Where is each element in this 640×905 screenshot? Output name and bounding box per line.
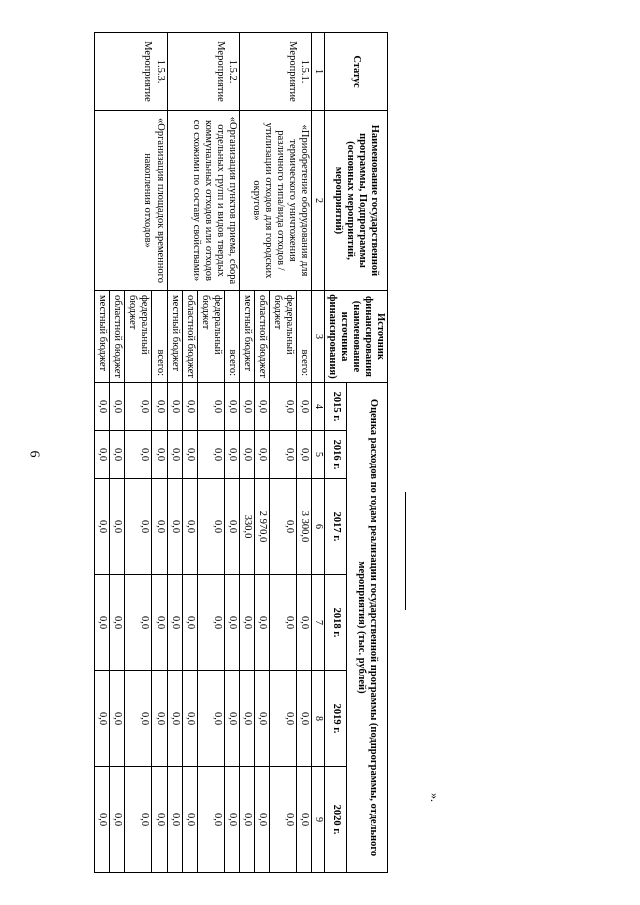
header-year: 2019 г. (324, 671, 347, 767)
column-number: 8 (312, 671, 325, 767)
funding-source: областной бюджет (110, 291, 125, 383)
column-number-row (312, 33, 325, 873)
amount-cell: 0,0 (167, 575, 182, 671)
amount-cell: 0,0 (254, 575, 269, 671)
column-number: 3 (312, 291, 325, 383)
column-number: 5 (312, 431, 325, 479)
amount-cell: 0,0 (110, 575, 125, 671)
amount-cell: 0,0 (197, 431, 224, 479)
amount-cell: 0,0 (110, 383, 125, 431)
amount-cell: 0,0 (152, 671, 167, 767)
amount-cell: 0,0 (239, 431, 254, 479)
funding-source: всего: (224, 291, 239, 383)
amount-cell: 0,0 (110, 479, 125, 575)
amount-cell: 0,0 (182, 671, 197, 767)
amount-cell: 0,0 (270, 479, 297, 575)
amount-cell: 0,0 (125, 383, 152, 431)
amount-cell: 0,0 (95, 479, 110, 575)
amount-cell: 0,0 (182, 575, 197, 671)
item-status: Мероприятие (214, 41, 226, 102)
item-status: Мероприятие (287, 41, 299, 102)
header-status: Статус (324, 33, 387, 111)
amount-cell: 0,0 (239, 767, 254, 873)
amount-cell: 0,0 (297, 767, 312, 873)
amount-cell: 0,0 (152, 383, 167, 431)
status-cell (95, 33, 167, 111)
amount-cell: 0,0 (297, 431, 312, 479)
amount-cell: 0,0 (182, 767, 197, 873)
funding-source: федеральный бюджет (197, 291, 224, 383)
footer-mark: ». (428, 793, 442, 802)
column-number: 7 (312, 575, 325, 671)
funding-source: федеральный бюджет (125, 291, 152, 383)
header-expenses: Оценка расходов по годам реализации государственной программы (подпрограммы, отдельного мероприятия) (тыс. рублей) (347, 383, 388, 873)
expenses-table (94, 32, 388, 873)
table-row (224, 33, 239, 873)
item-name: «Организация площадок временного накопления отходов» (95, 111, 167, 291)
amount-cell: 0,0 (152, 575, 167, 671)
amount-cell: 0,0 (270, 383, 297, 431)
funding-source: местный бюджет (167, 291, 182, 383)
amount-cell: 0,0 (167, 383, 182, 431)
amount-cell: 0,0 (197, 575, 224, 671)
amount-cell: 0,0 (224, 767, 239, 873)
header-year: 2015 г. (324, 383, 347, 431)
header-source: Источник финансирования (наименование источника финансирования) (324, 291, 387, 383)
column-number: 1 (312, 33, 325, 111)
item-code: 1.5.2. (226, 59, 238, 84)
amount-cell: 0,0 (239, 383, 254, 431)
amount-cell: 0,0 (254, 767, 269, 873)
column-number: 4 (312, 383, 325, 431)
amount-cell: 0,0 (197, 479, 224, 575)
amount-cell: 0,0 (254, 383, 269, 431)
item-code: 1.5.3. (154, 59, 166, 84)
table-body (95, 33, 312, 873)
item-status: Мероприятие (142, 41, 154, 102)
header-year: 2017 г. (324, 479, 347, 575)
funding-source: всего: (152, 291, 167, 383)
amount-cell: 330,0 (239, 479, 254, 575)
amount-cell: 0,0 (125, 479, 152, 575)
amount-cell: 0,0 (224, 431, 239, 479)
amount-cell: 0,0 (197, 671, 224, 767)
amount-cell: 0,0 (254, 671, 269, 767)
rotated-table-container (78, 32, 388, 872)
status-cell (167, 33, 239, 111)
footer-rule (405, 492, 406, 610)
amount-cell: 0,0 (95, 431, 110, 479)
amount-cell: 0,0 (95, 575, 110, 671)
item-code: 1.5.1. (299, 59, 311, 84)
amount-cell: 0,0 (152, 479, 167, 575)
amount-cell: 0,0 (254, 431, 269, 479)
amount-cell: 0,0 (110, 767, 125, 873)
header-year: 2018 г. (324, 575, 347, 671)
column-number: 9 (312, 767, 325, 873)
amount-cell: 0,0 (239, 575, 254, 671)
status-cell (239, 33, 311, 111)
amount-cell: 0,0 (95, 383, 110, 431)
amount-cell: 0,0 (224, 575, 239, 671)
amount-cell: 0,0 (224, 671, 239, 767)
funding-source: местный бюджет (239, 291, 254, 383)
header-name: Наименование государственной программы, Подпрограммы (основных мероприятий, мероприятий) (324, 111, 387, 291)
funding-source: местный бюджет (95, 291, 110, 383)
amount-cell: 0,0 (197, 383, 224, 431)
item-name: «Организация пунктов приема, сбора отдельных групп и видов твердых коммунальных отходов или отходов со схожими по составу свойствами» (167, 111, 239, 291)
column-number: 2 (312, 111, 325, 291)
amount-cell: 0,0 (224, 479, 239, 575)
amount-cell: 0,0 (125, 671, 152, 767)
amount-cell: 0,0 (270, 767, 297, 873)
amount-cell: 0,0 (297, 383, 312, 431)
funding-source: областной бюджет (254, 291, 269, 383)
amount-cell: 0,0 (125, 575, 152, 671)
funding-source: областной бюджет (182, 291, 197, 383)
table-row (297, 33, 312, 873)
amount-cell: 0,0 (197, 767, 224, 873)
amount-cell: 0,0 (270, 671, 297, 767)
header-year: 2020 г. (324, 767, 347, 873)
amount-cell: 0,0 (167, 671, 182, 767)
amount-cell: 2 970,0 (254, 479, 269, 575)
amount-cell: 0,0 (110, 431, 125, 479)
header-year: 2016 г. (324, 431, 347, 479)
amount-cell: 0,0 (239, 671, 254, 767)
amount-cell: 0,0 (297, 575, 312, 671)
amount-cell: 0,0 (297, 671, 312, 767)
amount-cell: 0,0 (182, 479, 197, 575)
item-name: «Приобретение оборудования для термического уничтожения различного типа/вида отходов /утилизации отходов для городских округов» (239, 111, 311, 291)
table-row (152, 33, 167, 873)
amount-cell: 0,0 (167, 479, 182, 575)
amount-cell: 3 300,0 (297, 479, 312, 575)
amount-cell: 0,0 (167, 767, 182, 873)
amount-cell: 0,0 (182, 383, 197, 431)
amount-cell: 0,0 (224, 383, 239, 431)
amount-cell: 0,0 (167, 431, 182, 479)
page-number: 6 (26, 450, 42, 458)
amount-cell: 0,0 (270, 431, 297, 479)
amount-cell: 0,0 (125, 431, 152, 479)
amount-cell: 0,0 (182, 431, 197, 479)
column-number: 6 (312, 479, 325, 575)
funding-source: федеральный бюджет (270, 291, 297, 383)
funding-source: всего: (297, 291, 312, 383)
amount-cell: 0,0 (152, 767, 167, 873)
amount-cell: 0,0 (95, 671, 110, 767)
amount-cell: 0,0 (152, 431, 167, 479)
amount-cell: 0,0 (125, 767, 152, 873)
amount-cell: 0,0 (110, 671, 125, 767)
amount-cell: 0,0 (270, 575, 297, 671)
amount-cell: 0,0 (95, 767, 110, 873)
